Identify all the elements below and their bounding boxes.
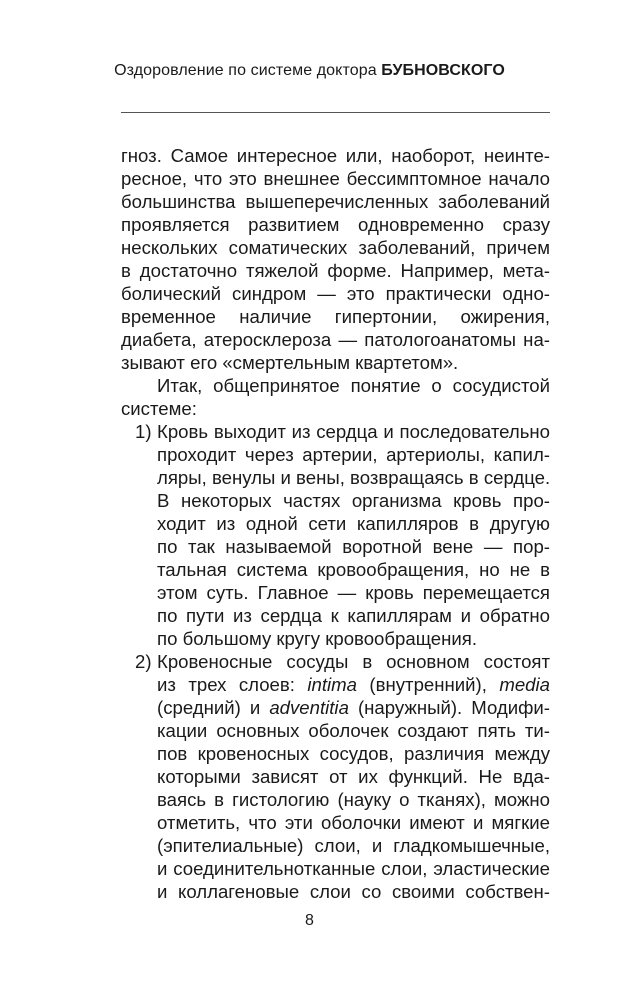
text-line: нескольких соматических заболеваний, причем: [121, 237, 550, 258]
paragraph-2: [121, 374, 550, 420]
list-number: 1): [135, 421, 152, 442]
text-line: по так называемой воротной вене — пор-: [157, 536, 550, 557]
text-line: Кровь выходит из сердца и последовательно: [157, 421, 550, 442]
body-text: [121, 144, 550, 903]
text-line: проходит через артерии, артериолы, капил-: [157, 444, 550, 465]
list-item-2: [121, 650, 550, 903]
list-item-1: [121, 420, 550, 650]
text-line: ляры, венулы и вены, возвращаясь в сердце.: [157, 467, 551, 488]
text-line: [157, 696, 550, 719]
text-line: по пути из сердца к капиллярам и обратно: [157, 605, 550, 626]
list-number: 2): [135, 651, 152, 672]
text-line: и соединительнотканные слои, эластические: [157, 858, 550, 879]
text-line: в достаточно тяжелой форме. Например, мета-: [121, 260, 550, 281]
text-line: ваясь в гистологию (науку о тканях), можно: [157, 789, 550, 810]
text-line: диабета, атеросклероза — патологоанатомы на-: [121, 329, 550, 350]
text-line: проявляется развитием одновременно сразу: [121, 214, 550, 235]
page-number: 8: [305, 912, 314, 929]
text-line: отметить, что эти оболочки имеют и мягкие: [157, 812, 550, 833]
running-header: [0, 62, 619, 80]
text-line: большинства вышеперечисленных заболеваний: [121, 191, 550, 212]
latin-term: intima: [307, 674, 357, 695]
text-line: этом суть. Главное — кровь перемещается: [157, 582, 550, 603]
header-title: Оздоровление по системе доктора: [114, 62, 377, 79]
text-line: В некоторых частях организма кровь про-: [157, 490, 550, 511]
text-line: (эпителиальные) слои, и гладкомышечные,: [157, 835, 550, 856]
text-line: Кровеносные сосуды в основном состоят: [157, 651, 550, 672]
latin-term: adventitia: [269, 697, 349, 718]
text-line: временное наличие гипертонии, ожирения,: [121, 306, 550, 327]
text-run: (средний) и: [157, 697, 270, 718]
text-line: гноз. Самое интересное или, наоборот, неинте-: [121, 145, 550, 166]
text-run: (внутренний),: [356, 674, 500, 695]
text-line: тальная система кровообращения, но не в: [157, 559, 550, 580]
header-rule: [121, 112, 550, 113]
intro-paragraph: [121, 144, 550, 374]
text-line: и коллагеновые слои со своими собствен-: [157, 881, 550, 902]
text-run: (наружный). Модифи-: [348, 697, 550, 718]
text-line: ресное, что это внешнее бессимптомное начало: [121, 168, 550, 189]
text-line: по большому кругу кровообращения.: [157, 628, 478, 649]
text-line: [157, 673, 550, 696]
header-author: БУБНОВСКОГО: [381, 62, 505, 79]
text-line: которыми зависят от их функций. Не вда-: [157, 766, 550, 787]
text-line: системе:: [121, 398, 197, 419]
text-run: из трех слоев:: [157, 674, 308, 695]
text-line: пов кровеносных сосудов, различия между: [157, 743, 550, 764]
text-line: ходит из одной сети капилляров в другую: [157, 513, 550, 534]
text-line: болический синдром — это практически одно-: [121, 283, 550, 304]
text-line: кации основных оболочек создают пять ти-: [157, 720, 550, 741]
text-line: Итак, общепринятое понятие о сосудистой: [157, 375, 550, 396]
latin-term: media: [499, 674, 550, 695]
text-line: зывают его «смертельным квартетом».: [121, 352, 459, 373]
